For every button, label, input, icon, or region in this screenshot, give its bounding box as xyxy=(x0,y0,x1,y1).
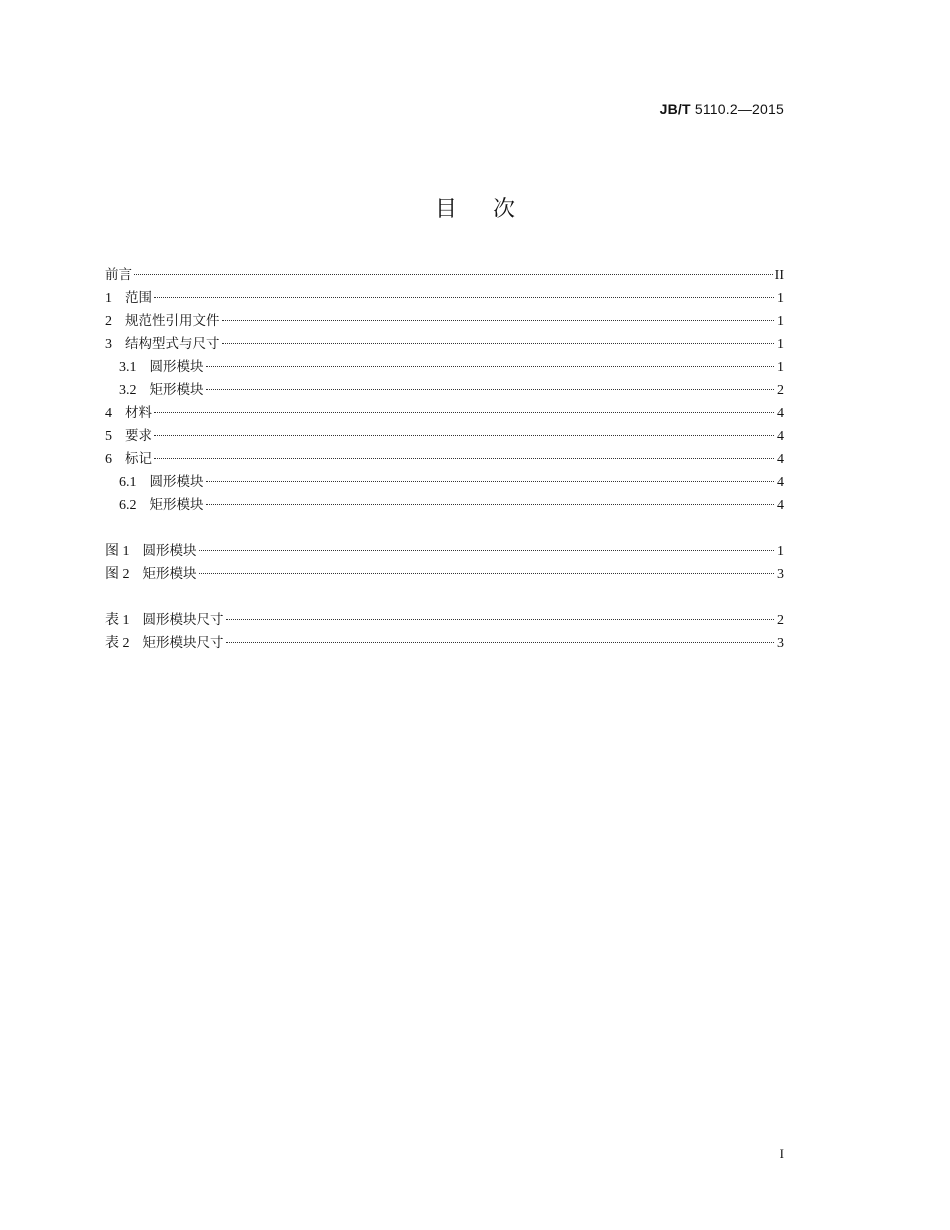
toc-entry-number: 图 1 xyxy=(105,544,130,559)
toc-entry-number: 4 xyxy=(105,406,112,421)
toc-entry[interactable] xyxy=(105,425,784,448)
table-of-contents xyxy=(105,264,784,655)
toc-dot-leader xyxy=(206,366,775,367)
toc-entry-label: 圆形模块 xyxy=(149,359,204,375)
toc-entry-label: 规范性引用文件 xyxy=(125,313,220,329)
toc-entry-page: 1 xyxy=(777,360,784,375)
standard-code-prefix: JB/T xyxy=(659,101,691,117)
toc-entry-label: 圆形模块 xyxy=(149,474,204,490)
toc-entry-label: 标记 xyxy=(125,451,152,467)
toc-entry[interactable] xyxy=(105,356,784,379)
toc-entry-page: 1 xyxy=(777,291,784,306)
toc-entry[interactable] xyxy=(105,333,784,356)
toc-figures xyxy=(105,540,784,586)
toc-entry-number: 3.1 xyxy=(119,360,137,375)
toc-entry-label: 圆形模块尺寸 xyxy=(142,612,224,628)
toc-entry-page: 1 xyxy=(777,544,784,559)
toc-entry-page: 1 xyxy=(777,337,784,352)
toc-entry-label: 矩形模块 xyxy=(142,566,197,582)
toc-dot-leader xyxy=(206,481,775,482)
toc-entry[interactable] xyxy=(105,540,784,563)
toc-entry-page: 3 xyxy=(777,636,784,651)
toc-entry-number: 1 xyxy=(105,291,112,306)
toc-entry-page: 4 xyxy=(777,475,784,490)
toc-entry[interactable] xyxy=(105,494,784,517)
toc-dot-leader xyxy=(222,343,775,344)
toc-entry-page: 4 xyxy=(777,406,784,421)
toc-dot-leader xyxy=(199,573,775,574)
toc-dot-leader xyxy=(154,412,774,413)
toc-dot-leader xyxy=(154,435,774,436)
toc-entry-page: 4 xyxy=(777,429,784,444)
toc-entry-page: 4 xyxy=(777,498,784,513)
toc-entry[interactable] xyxy=(105,264,784,287)
toc-entry-number: 3 xyxy=(105,337,112,352)
toc-dot-leader xyxy=(154,297,774,298)
toc-entry-label: 矩形模块 xyxy=(149,497,204,513)
toc-entry-page: 2 xyxy=(777,613,784,628)
toc-dot-leader xyxy=(222,320,775,321)
standard-code-number: 5110.2—2015 xyxy=(690,101,784,117)
toc-dot-leader xyxy=(154,458,774,459)
toc-entry[interactable] xyxy=(105,379,784,402)
toc-entry-label: 材料 xyxy=(125,405,152,421)
page-number: I xyxy=(779,1146,784,1161)
toc-entry-number: 3.2 xyxy=(119,383,137,398)
toc-entry-number: 图 2 xyxy=(105,567,130,582)
toc-entry-label: 圆形模块 xyxy=(142,543,197,559)
toc-sections xyxy=(105,264,784,517)
toc-entry-number: 2 xyxy=(105,314,112,329)
toc-entry[interactable] xyxy=(105,448,784,471)
toc-dot-leader xyxy=(206,389,775,390)
toc-entry-label: 前言 xyxy=(105,267,132,283)
toc-entry[interactable] xyxy=(105,310,784,333)
toc-entry-label: 结构型式与尺寸 xyxy=(125,336,220,352)
toc-entry-number: 6.2 xyxy=(119,498,137,513)
toc-tables xyxy=(105,609,784,655)
toc-entry-label: 矩形模块 xyxy=(149,382,204,398)
toc-entry-page: 3 xyxy=(777,567,784,582)
toc-entry-number: 表 2 xyxy=(105,636,130,651)
toc-entry-number: 5 xyxy=(105,429,112,444)
toc-dot-leader xyxy=(134,274,773,275)
toc-entry[interactable] xyxy=(105,402,784,425)
toc-entry-number: 6.1 xyxy=(119,475,137,490)
toc-dot-leader xyxy=(226,619,775,620)
toc-entry-label: 要求 xyxy=(125,428,152,444)
toc-entry-label: 范围 xyxy=(125,290,152,306)
toc-dot-leader xyxy=(206,504,775,505)
toc-entry-page: 2 xyxy=(777,383,784,398)
toc-dot-leader xyxy=(199,550,775,551)
toc-entry-number: 6 xyxy=(105,452,112,467)
toc-entry[interactable] xyxy=(105,471,784,494)
standard-code xyxy=(660,101,784,117)
toc-entry-label: 矩形模块尺寸 xyxy=(142,635,224,651)
page-title: 目次 xyxy=(434,197,551,222)
toc-dot-leader xyxy=(226,642,775,643)
toc-entry[interactable] xyxy=(105,632,784,655)
toc-entry[interactable] xyxy=(105,563,784,586)
toc-entry[interactable] xyxy=(105,287,784,310)
toc-entry-page: II xyxy=(774,268,784,283)
toc-entry-page: 4 xyxy=(777,452,784,467)
toc-entry-page: 1 xyxy=(777,314,784,329)
toc-entry-number: 表 1 xyxy=(105,613,130,628)
toc-entry[interactable] xyxy=(105,609,784,632)
